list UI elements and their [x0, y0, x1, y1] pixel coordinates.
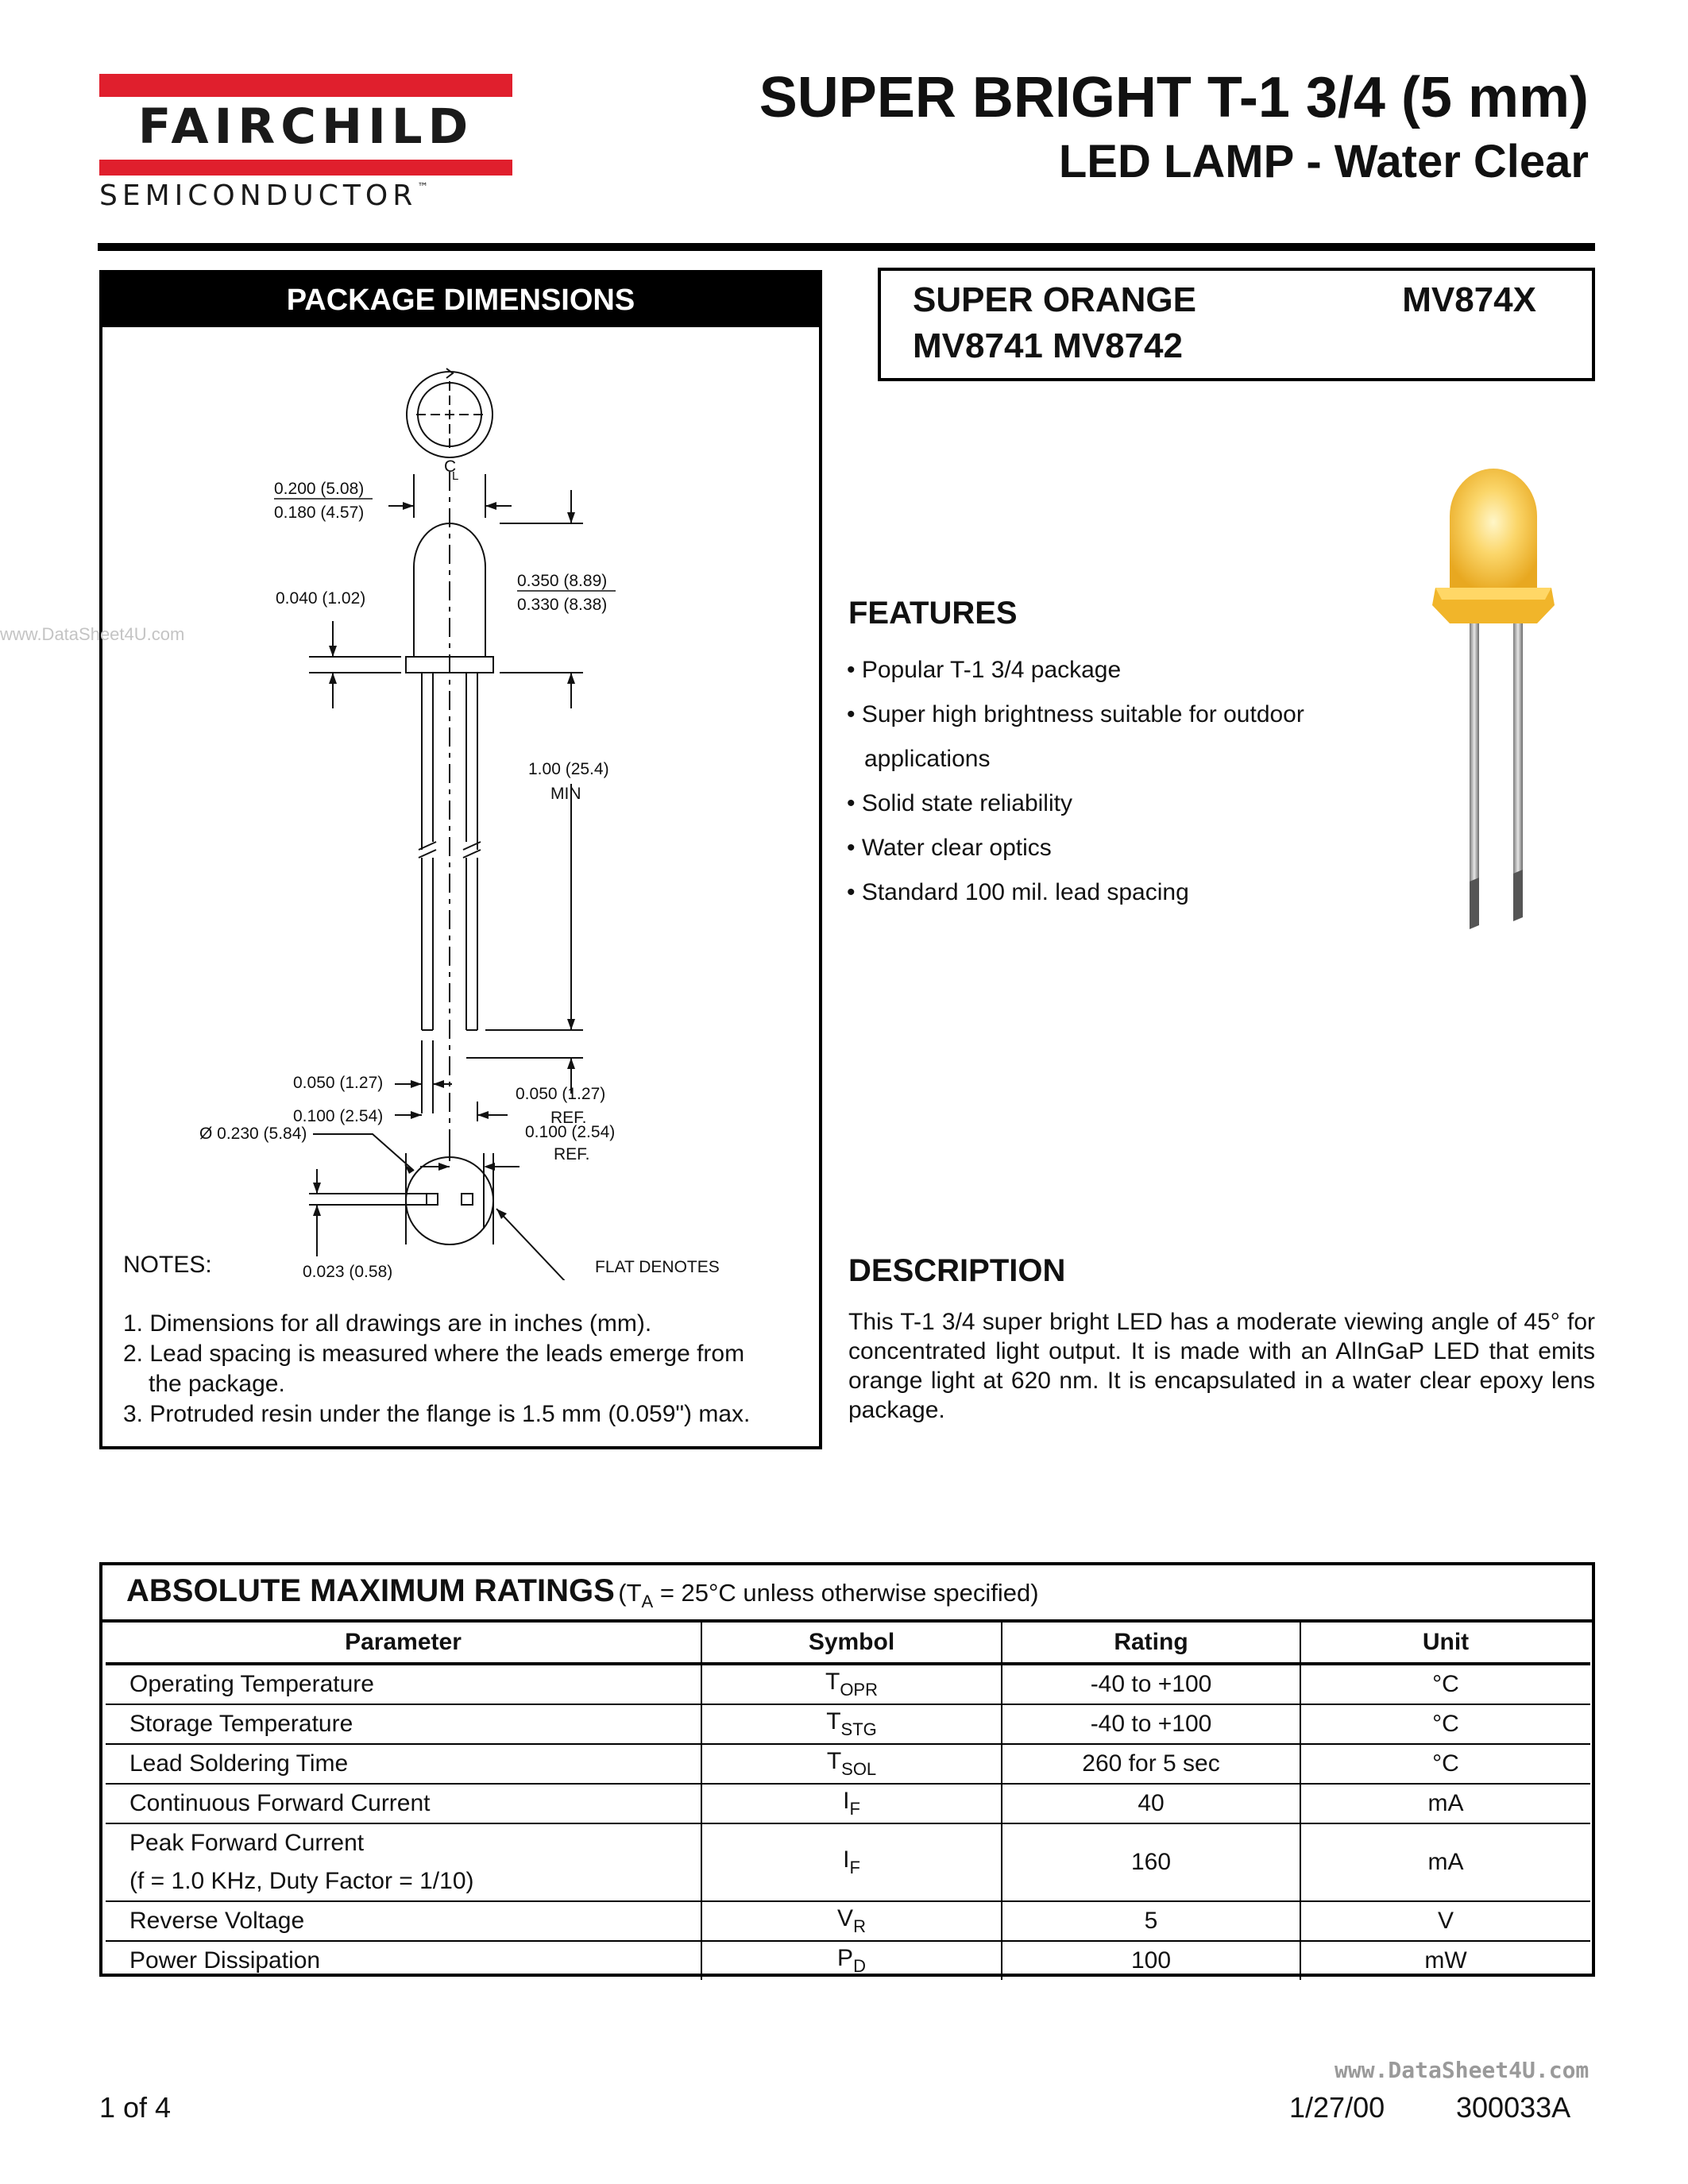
note-item: 2. Lead spacing is measured where the leads emerge from [123, 1341, 745, 1367]
description-text: This T-1 3/4 super bright LED has a moderate viewing angle of 45° for concentrated light output. It is made with an AlInGaP LED that emits orange light at 620 nm. It is encapsulated in a water clear epoxy lens package. [848, 1309, 1595, 1423]
ratings-title-line [126, 1573, 1039, 1612]
note-item: 1. Dimensions for all drawings are in inches (mm). [123, 1310, 652, 1337]
dim-diameter: Ø 0.230 (5.84) [199, 1125, 307, 1143]
page-number: 1 of 4 [99, 2091, 172, 2124]
cell-rating: 260 for 5 sec [1002, 1744, 1300, 1784]
page-title: SUPER BRIGHT T-1 3/4 (5 mm) [759, 66, 1589, 129]
dim-lead-spacing-bottom-ref: REF. [554, 1145, 590, 1163]
dim-base-width-max: 0.200 (5.08) [274, 480, 365, 498]
column-header-parameter: Parameter [106, 1623, 701, 1664]
table-row [106, 1784, 1590, 1823]
cell-rating: -40 to +100 [1002, 1704, 1300, 1744]
cell-rating: 100 [1002, 1941, 1300, 1980]
cell-unit: mA [1300, 1784, 1590, 1823]
cell-unit: mA [1300, 1823, 1590, 1901]
cell-symbol: $T_{SOL}$ [701, 1744, 1002, 1784]
header-rule [98, 243, 1595, 251]
ratings-condition: ($T_A = 25^\circ C$ unless otherwise specified) [618, 1579, 1039, 1611]
notes-heading: NOTES: [123, 1252, 212, 1278]
watermark-right: www.DataSheet4U.com [1335, 2057, 1590, 2083]
features-heading: FEATURES [848, 596, 1018, 631]
page-subtitle: LED LAMP - Water Clear [1058, 136, 1589, 187]
column-header-unit: Unit [1300, 1623, 1590, 1664]
logo-bar-bottom [99, 160, 512, 176]
cell-unit: °C [1300, 1664, 1590, 1704]
led-lamp-illustration [1426, 469, 1569, 937]
cell-rating: 40 [1002, 1784, 1300, 1823]
cell-unit: °C [1300, 1744, 1590, 1784]
cell-parameter: Continuous Forward Current [106, 1784, 701, 1823]
product-models: MV8741 MV8742 [913, 326, 1183, 365]
feature-item: • Solid state reliability [847, 790, 1072, 816]
table-row [106, 1664, 1590, 1704]
centerline-label: C [444, 457, 457, 476]
cell-symbol: $T_{STG}$ [701, 1704, 1002, 1744]
feature-item: • Super high brightness suitable for outdoor [847, 701, 1304, 727]
cell-parameter: Lead Soldering Time [106, 1744, 701, 1784]
cell-parameter: Peak Forward Current (f = 1.0 KHz, Duty Factor = 1/10) [106, 1823, 701, 1901]
column-header-rating: Rating [1002, 1623, 1300, 1664]
table-row [106, 1901, 1590, 1941]
cell-symbol: $I_F$ [701, 1784, 1002, 1823]
description-heading: DESCRIPTION [848, 1253, 1066, 1288]
cell-parameter: Storage Temperature [106, 1704, 701, 1744]
cell-symbol: $V_R$ [701, 1901, 1002, 1941]
ratings-title: ABSOLUTE MAXIMUM RATINGS [126, 1573, 615, 1608]
feature-item: • Water clear optics [847, 835, 1052, 861]
product-color-name: SUPER ORANGE [913, 280, 1196, 319]
dim-body-height-min: 0.330 (8.38) [517, 596, 608, 614]
cell-unit: V [1300, 1901, 1590, 1941]
cell-rating: -40 to +100 [1002, 1664, 1300, 1704]
logo-wordmark: FAIRCHILD [137, 98, 474, 155]
flat-note-line1: FLAT DENOTES [595, 1258, 720, 1276]
bottom-view-outline [406, 1157, 493, 1244]
product-series: MV874X [1402, 280, 1536, 319]
package-dimensions-heading: PACKAGE DIMENSIONS [102, 273, 819, 327]
cell-rating: 160 [1002, 1823, 1300, 1901]
cell-parameter: Reverse Voltage [106, 1901, 701, 1941]
logo-subtitle: SEMICONDUCTOR™ [99, 179, 429, 212]
logo-bar-top [99, 74, 512, 97]
note-item-continuation: the package. [149, 1371, 285, 1397]
cell-symbol: $I_F$ [701, 1823, 1002, 1901]
package-dimensions-panel [99, 270, 822, 1449]
dim-lead-gap: 0.050 (1.27) [293, 1074, 384, 1092]
part-number-box [878, 268, 1595, 381]
ratings-table [106, 1623, 1590, 1980]
dim-flange-height: 0.040 (1.02) [276, 589, 366, 608]
centerline-label-sub: L [452, 469, 459, 483]
absolute-maximum-ratings-panel [99, 1562, 1595, 1977]
cell-parameter: Power Dissipation [106, 1941, 701, 1980]
dim-body-height-max: 0.350 (8.89) [517, 572, 608, 590]
note-item: 3. Protruded resin under the flange is 1.5 mm (0.059") max. [123, 1401, 751, 1427]
dim-lead-spacing-bottom: 0.100 (2.54) [525, 1123, 616, 1141]
feature-item: • Standard 100 mil. lead spacing [847, 879, 1189, 905]
cell-symbol: $P_D$ [701, 1941, 1002, 1980]
table-row [106, 1744, 1590, 1784]
document-date: 1/27/00 [1289, 2091, 1385, 2124]
cell-rating: 5 [1002, 1901, 1300, 1941]
dim-lead-offset-ref: REF. [550, 1109, 587, 1127]
dim-lead-size-max: 0.023 (0.58) [303, 1263, 393, 1280]
cell-unit: °C [1300, 1704, 1590, 1744]
package-notes [123, 1250, 750, 1430]
dim-lead-length-min: MIN [550, 785, 581, 803]
feature-item-continuation: applications [864, 746, 991, 772]
dim-base-width-min: 0.180 (4.57) [274, 504, 365, 522]
feature-item: • Popular T-1 3/4 package [847, 657, 1122, 683]
table-row [106, 1823, 1590, 1901]
document-number: 300033A [1456, 2091, 1571, 2124]
cell-symbol: $T_{OPR}$ [701, 1664, 1002, 1704]
table-row [106, 1704, 1590, 1744]
column-header-symbol: Symbol [701, 1623, 1002, 1664]
cell-unit: mW [1424, 1947, 1467, 1974]
cell-parameter: Operating Temperature [106, 1664, 701, 1704]
package-dimension-drawing [102, 327, 819, 1280]
dim-lead-length: 1.00 (25.4) [528, 760, 609, 778]
dim-lead-spacing: 0.100 (2.54) [293, 1107, 384, 1125]
table-row [106, 1941, 1590, 1980]
watermark-left: www.DataSheet4U.com [0, 624, 185, 644]
dim-lead-offset: 0.050 (1.27) [516, 1085, 606, 1103]
